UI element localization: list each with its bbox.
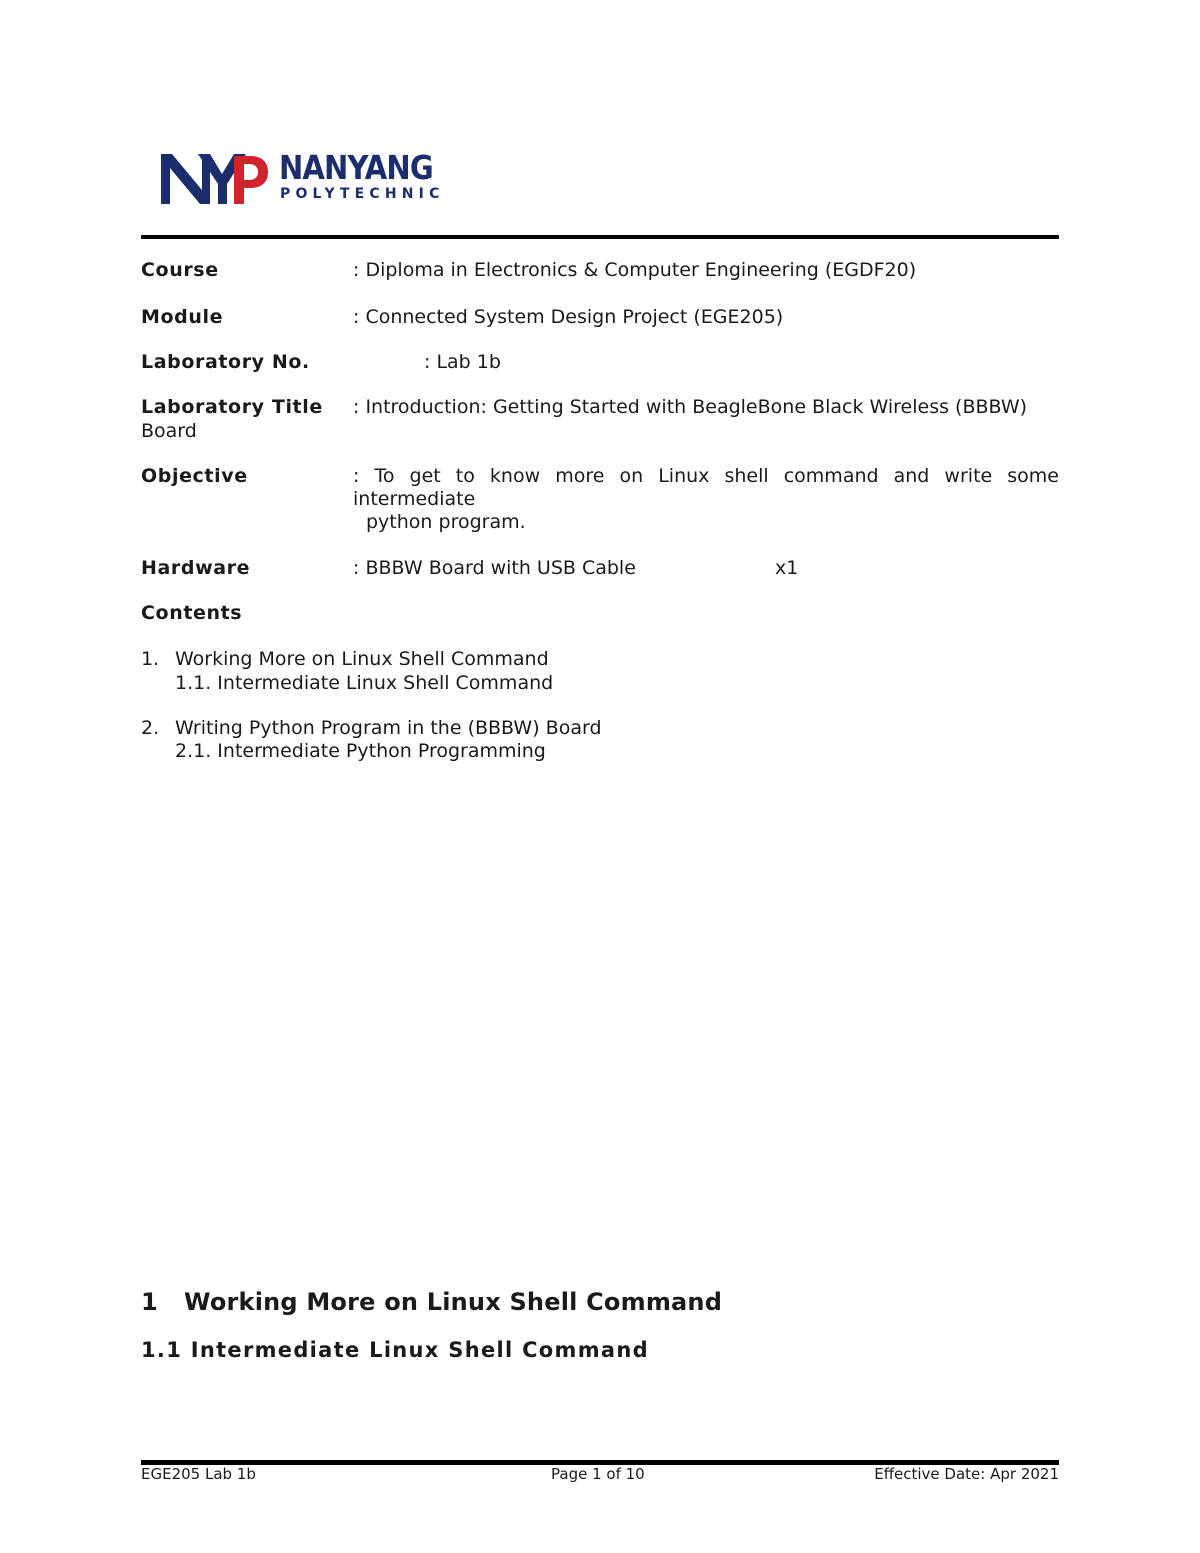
lab-title-label: Laboratory Title	[141, 396, 323, 418]
logo-subtitle: POLYTECHNIC	[280, 186, 445, 202]
module-value: : Connected System Design Project (EGE205)	[353, 306, 784, 328]
logo-letter-n	[161, 154, 210, 204]
section-1-heading	[141, 1288, 722, 1316]
course-label: Course	[141, 259, 219, 281]
hardware-value: : BBBW Board with USB Cable	[353, 557, 636, 579]
nyp-logo-mark	[158, 150, 270, 208]
lab-no-value: : Lab 1b	[424, 351, 501, 373]
module-label: Module	[141, 306, 224, 328]
objective-line-1: : To get to know more on Linux shell command and write some	[353, 465, 1059, 487]
objective-line-3: python program.	[366, 511, 526, 533]
contents-item-number: 2.	[141, 717, 160, 739]
contents-title: Contents	[141, 602, 243, 624]
objective-line-2: intermediate	[353, 488, 476, 510]
objective-label: Objective	[141, 465, 248, 487]
hardware-label: Hardware	[141, 557, 251, 579]
contents-item-label: Writing Python Program in the (BBBW) Board	[175, 717, 602, 739]
lab-title-value: : Introduction: Getting Started with BeagleBone Black Wireless (BBBW)	[353, 396, 1028, 418]
lab-title-continuation: Board	[141, 420, 197, 442]
subsection-1-1-heading: 1.1 Intermediate Linux Shell Command	[141, 1338, 649, 1362]
contents-item-number: 1.	[141, 648, 160, 670]
course-value: : Diploma in Electronics & Computer Engineering (EGDF20)	[353, 259, 917, 281]
footer-left: EGE205 Lab 1b	[141, 1465, 256, 1483]
nyp-logo	[158, 150, 458, 210]
contents-item-label: Working More on Linux Shell Command	[175, 648, 549, 670]
footer-page-number: Page 1 of 10	[551, 1465, 645, 1483]
hardware-quantity: x1	[775, 557, 799, 579]
header-rule	[141, 235, 1059, 239]
section-1-number: 1	[141, 1288, 158, 1316]
contents-subitem-label: 1.1. Intermediate Linux Shell Command	[175, 672, 554, 694]
logo-name: NANYANG	[279, 148, 433, 187]
lab-no-label: Laboratory No.	[141, 351, 310, 373]
footer-effective-date: Effective Date: Apr 2021	[874, 1465, 1059, 1483]
contents-subitem-label: 2.1. Intermediate Python Programming	[175, 740, 546, 762]
section-1-title: Working More on Linux Shell Command	[184, 1288, 723, 1316]
logo-letter-p	[234, 156, 268, 204]
